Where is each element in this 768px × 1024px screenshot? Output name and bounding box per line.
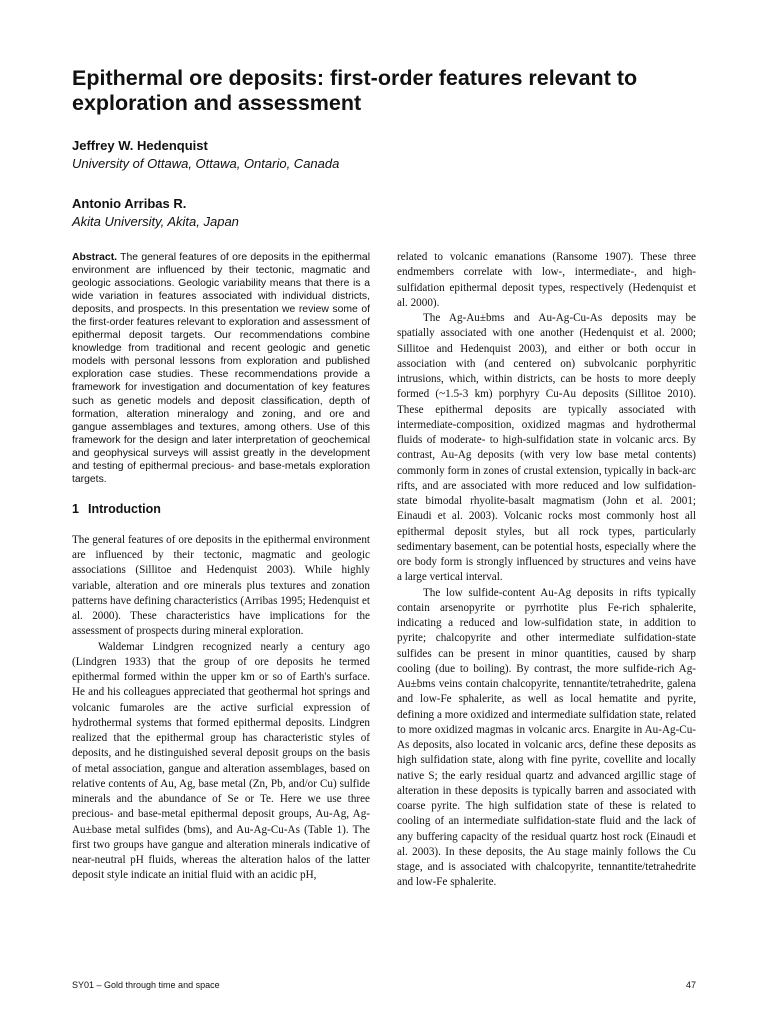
abstract-text: The general features of ore deposits in the epithermal environment are influenced by their tectonic, magmatic and geologic associations. Geologic variability means that there is a wide variation in features associated with individual districts, deposits, and prospects. In this presentation we review some of the first-order features relevant to exploration and assessment of epithermal deposit targets. Our recommendations combine knowledge from traditional and recent geologic and genetic models with personal lessons from exploration and published exploration case studies. These recommendations provide a framework for investigation and documentation of key features such as genetic models and deposit classification, depth of formation, alteration mineralogy and zoning, and ore and gangue assemblages and textures, among others. Use of this framework for the design and later interpretation of geochemical and geophysical surveys will assist greatly in the development and testing of epithermal precious- and base-metals exploration targets.	[72, 252, 371, 485]
page-number: 47	[685, 980, 696, 990]
right-column	[397, 250, 696, 891]
author-2-affiliation: Akita University, Akita, Japan	[72, 214, 239, 229]
section-number: 1	[72, 501, 79, 516]
footer-series: SY01 – Gold through time and space	[72, 980, 220, 990]
abstract-label: Abstract.	[72, 252, 118, 263]
author-1-affiliation: University of Ottawa, Ottawa, Ontario, Canada	[72, 156, 340, 171]
intro-paragraph-1: The general features of ore deposits in the epithermal environment are influenced by their tectonic, magmatic and geologic associations (Sillitoe and Hedenquist 2003). While highly variable, alteration and ore minerals plus textures and zonation patterns have defining characteristics (Arribas 1995; Hedenquist et al. 2000). These characteristics have implications for the assessment of prospects during mineral exploration.	[72, 533, 370, 638]
author-1-name: Jeffrey W. Hedenquist	[72, 138, 208, 153]
left-column	[72, 251, 370, 884]
right-paragraph-3: The low sulfide-content Au-Ag deposits in rifts typically contain arsenopyrite or pyrrhotite plus Fe-rich sphalerite, indicating a reduced and low-sulfidation state, in addition to pyrite; chalcopyrite and other intermediate sulfidation-state sulfides can be present in minor quantities, caused by sharp cooling (due to boiling). By contrast, the more sulfide-rich Ag-Au±bms veins contain chalcopyrite, tennantite/tetrahedrite, galena and low-Fe sphalerite, as well as local hematite and pyrite, defining a more oxidized and intermediate sulfidation state, related to more oxidized magmas in volcanic arcs. Enargite in Au-Ag-Cu-As deposits, also located in volcanic arcs, define these deposits as high sulfidation state, along with fine pyrite, covellite and locally native S; the early residual quartz and advanced argillic stage of alteration in these deposits is typically barren and associated with coarse pyrite. The high sulfidation state of these is related to cooling of an intermediate sulfidation-state fluid and the lack of any buffering capacity of the residual quartz host rock (Einaudi et al. 2003). In these deposits, the Au stage mainly follows the Cu stage, and is associated with chalcopyrite, tennantite/tetrahedrite and low-Fe sphalerite.	[397, 586, 696, 889]
section-heading	[72, 501, 370, 517]
right-paragraph-1: related to volcanic emanations (Ransome 1907). These three endmembers correlate with low-, intermediate-, and high-sulfidation epithermal deposit types, respectively (Hedenquist et al. 2000).	[397, 251, 696, 309]
right-paragraph-2: The Ag-Au±bms and Au-Ag-Cu-As deposits may be spatially associated with one another (Hedenquist et al. 2000; Sillitoe and Hedenquist 2003), and either or both occur in association with (and centered on) subvolcanic porphyritic intrusions, which, within districts, can be hosts to more deeply formed (~1.5-3 km) porphyry Cu-Au deposits (Sillitoe 2010). These epithermal deposits are typically associated with intermediate-composition, oxidized magmas and hydrothermal fluids of moderate- to high-sulfidation state in volcanic arcs. By contrast, Au-Ag deposits (with very low base metal contents) commonly form in zones of crustal extension, typically in back-arc rifts, and are associated with more reduced and low sulfidation-state bimodal rhyolite-basalt magmatism (John et al. 2001; Einaudi et al. 2003). Volcanic rocks most commonly host all epithermal deposit styles, but all rock types, particularly sedimentary basement, can be potential hosts, especially where the ore body form is strongly influenced by structures and veins have a large vertical interval.	[397, 312, 696, 584]
author-2-name: Antonio Arribas R.	[72, 196, 187, 211]
section-title: Introduction	[88, 501, 161, 516]
paper-title: Epithermal ore deposits: first-order features relevant to exploration and assessment	[72, 66, 638, 115]
intro-paragraph-2: Waldemar Lindgren recognized nearly a century ago (Lindgren 1933) that the group of ore deposits he termed epithermal formed within the upper km or so of Earth's surface. He and his colleagues appreciated that geothermal hot springs and volcanic fumaroles are the active surficial expression of hydrothermal systems that formed epithermal deposits. Lindgren realized that the epithermal group has characteristic styles of deposits, and he distinguished several deposit groups on the basis of metal association, gangue and alteration assemblages, based on relative contents of Au, Ag, base metal (Zn, Pb, and/or Cu) sulfide minerals and the abundance of Se or Te. Here we use three precious- and base-metal epithermal deposit groups, Au-Ag, Ag-Au±base metal sulfides (bms), and Au-Ag-Cu-As (Table 1). The first two groups have gangue and alteration minerals indicative of near-neutral pH fluids, whereas the alteration halos of the latter deposit style indicate an initial fluid with an acidic pH,	[72, 640, 370, 882]
abstract	[72, 251, 370, 486]
